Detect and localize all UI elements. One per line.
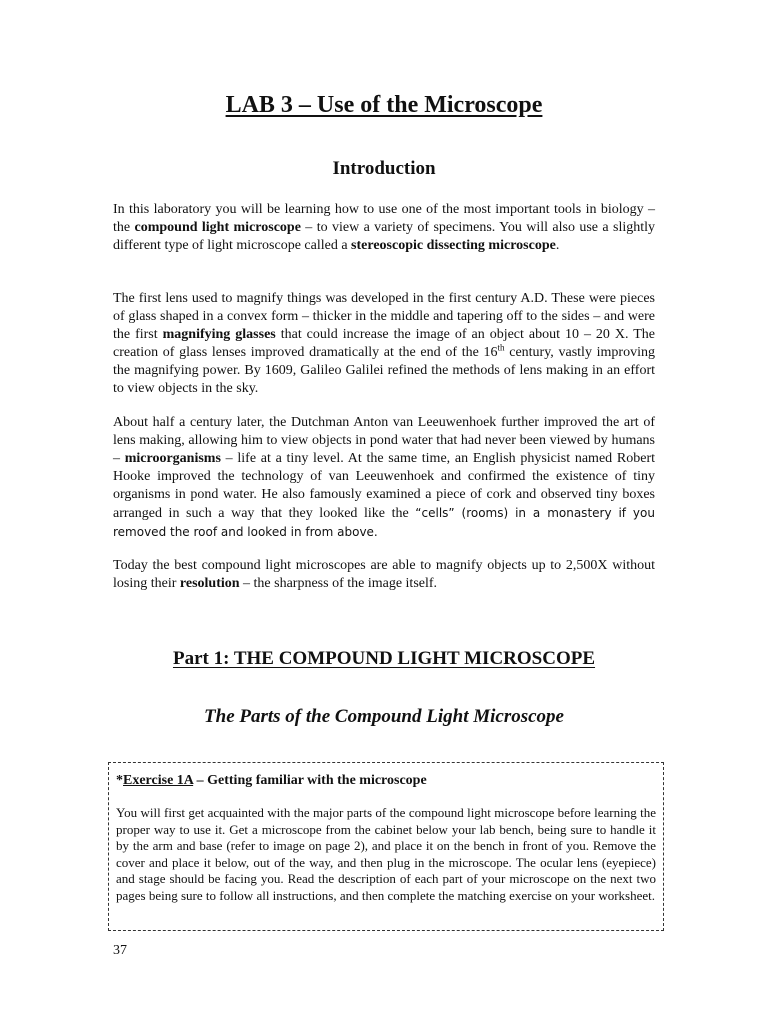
p3-text-1: About half a century later, the Dutchman Anton van Leeuwenhoek further improved the art of lens making, allowing him to view objects in pond water that had never been viewed by humans – — [113, 415, 655, 466]
p2-superscript: th — [497, 342, 505, 353]
intro-paragraph-3 — [113, 414, 655, 542]
intro-paragraph-2 — [113, 290, 655, 398]
p4-text-2: – the sharpness of the image itself. — [239, 576, 438, 591]
p2-text-1: The first lens used to magnify things was developed in the first century A.D. These were pieces of glass shaped in a convex form – thicker in the middle and tapering off to the sides – and were the first — [113, 291, 655, 342]
introduction-heading: Introduction — [332, 158, 436, 179]
intro-paragraph-1 — [113, 201, 655, 255]
page-number: 37 — [113, 943, 127, 958]
p4-bold-resolution: resolution — [179, 576, 240, 591]
parts-subheading: The Parts of the Compound Light Microscope — [204, 706, 564, 727]
p3-text-3: “cells” (rooms) in a monastery if you removed the roof and looked in from above. — [113, 506, 655, 539]
p2-text-2: that could increase the image of an object about 10 – 20 X. The creation of glass lenses improved dramatically at the end of the 16 — [113, 327, 656, 360]
exercise-label: Exercise 1A — [123, 773, 194, 788]
part-1-heading: Part 1: THE COMPOUND LIGHT MICROSCOPE — [172, 648, 596, 669]
exercise-prefix: * — [116, 773, 123, 788]
exercise-1a-box — [108, 762, 664, 931]
p4-text-1: Today the best compound light microscopes are able to magnify objects up to 2,500X without losing their — [113, 558, 655, 591]
intro-paragraph-4 — [113, 557, 655, 593]
p1-bold-stereoscopic-dissecting-microscope: stereoscopic dissecting microscope — [351, 238, 556, 253]
exercise-title — [116, 773, 427, 789]
exercise-title-rest: – Getting familiar with the microscope — [193, 773, 427, 788]
p2-text-3: century, vastly improving the magnifying power. By 1609, Galileo Galilei refined the methods of lens making in an effort to view objects in the sky. — [113, 345, 655, 396]
p3-text-2: – life at a tiny level. At the same time, an English physicist named Robert Hooke improved the technology of van Leeuwenhoek and confirmed the existence of tiny organisms in pond water. He also famously examined a piece of cork and observed tiny boxes arranged in such a way that they looked like the — [113, 451, 655, 521]
exercise-instructions: You will first get acquainted with the major parts of the compound light microscope before learning the proper way to use it. Get a microscope from the cabinet below your lab bench, being sure to handle it by the arm and base (refer to image on page 2), and place it on the bench in front of you. Remove the cover and place it below, out of the way, and then plug in the microscope. The ocular lens (eyepiece) and stage should be facing you. Read the description of each part of your microscope on the next two pages being sure to follow all instructions, and then complete the matching exercise on your worksheet. — [116, 805, 656, 903]
p3-bold-microorganisms: microorganisms — [124, 451, 221, 466]
p1-text-1: In this laboratory you will be learning how to use one of the most important tools in biology – the — [113, 202, 655, 235]
p1-text-2: – to view a variety of specimens. You will also use a slightly different type of light microscope called a — [113, 220, 656, 253]
lab-title: LAB 3 – Use of the Microscope — [225, 92, 543, 118]
p2-bold-magnifying-glasses: magnifying glasses — [162, 327, 276, 342]
p1-bold-compound-light-microscope: compound light microscope — [134, 220, 301, 235]
p1-text-3: . — [555, 238, 560, 253]
